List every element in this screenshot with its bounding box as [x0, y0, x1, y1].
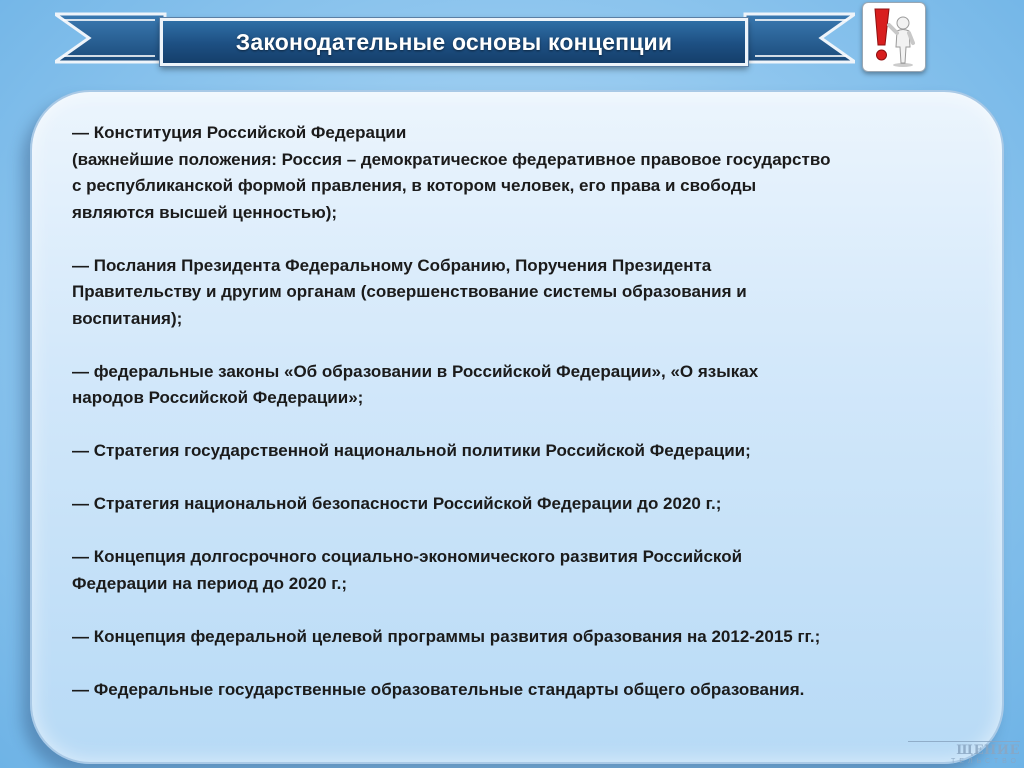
list-item: [72, 677, 977, 704]
exclamation-figure-icon: [863, 3, 925, 71]
publisher-logo: [908, 740, 1020, 766]
item-line: являются высшей ценностью);: [72, 202, 338, 222]
item-line: (важнейшие положения: Россия – демократическое федеративное правовое государство: [72, 149, 831, 169]
item-line: Федерации на период до 2020 г.;: [72, 573, 348, 593]
list-item: [72, 120, 977, 226]
publisher-rule: [908, 741, 1020, 742]
title-banner: [160, 18, 748, 66]
list-item: [72, 359, 977, 412]
item-line: — Федеральные государственные образовательные стандарты общего образования.: [72, 679, 805, 699]
list-item: [72, 491, 977, 518]
item-line: — Конституция Российской Федерации: [72, 123, 407, 142]
item-line: — Стратегия национальной безопасности Российской Федерации до 2020 г.;: [72, 494, 722, 513]
item-line: — Послания Президента Федеральному Собранию, Поручения Президента: [72, 255, 712, 275]
item-line: — Концепция долгосрочного социально-экономического развития Российской: [72, 547, 743, 566]
item-line: — Концепция федеральной целевой программы развития образования на 2012-2015 гг.;: [72, 626, 821, 646]
item-line: Правительству и другим органам (совершенствование системы образования и: [72, 282, 747, 301]
alert-badge: [862, 2, 926, 72]
document-content: [72, 120, 977, 730]
publisher-name: ЩЕНИЕ: [956, 743, 1020, 758]
list-item: [72, 438, 977, 465]
list-item: [72, 544, 977, 597]
list-item: [72, 624, 977, 651]
list-item: [72, 253, 977, 333]
item-line: — федеральные законы «Об образовании в Российской Федерации», «О языках: [72, 361, 759, 381]
publisher-subtitle: ТЕЛЬСТВО: [951, 758, 1020, 765]
item-line: народов Российской Федерации»;: [72, 388, 364, 407]
item-line: с республиканской формой правления, в котором человек, его права и свободы: [72, 176, 757, 195]
item-line: — Стратегия государственной национальной политики Российской Федерации;: [72, 441, 751, 460]
page-title: Законодательные основы концепции: [235, 28, 673, 55]
item-line: воспитания);: [72, 308, 183, 328]
